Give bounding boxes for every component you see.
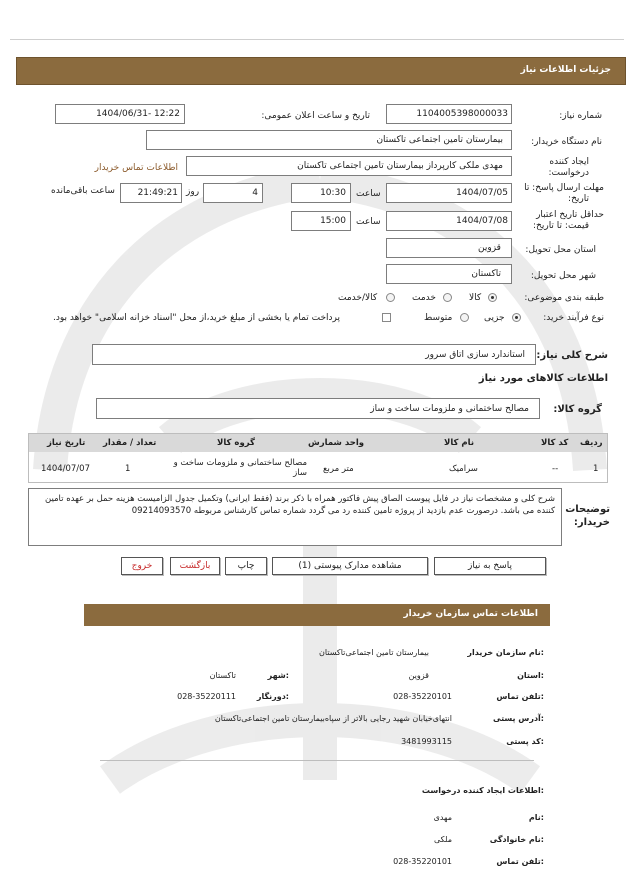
category-option-service: خدمت bbox=[412, 293, 436, 303]
process-radio-partial[interactable] bbox=[512, 313, 521, 322]
buyer-notes-label-2: خریدار: bbox=[573, 517, 610, 528]
reply-deadline-label-2: تاریخ: bbox=[568, 194, 589, 204]
page-header bbox=[16, 57, 626, 85]
validity-label-2: قیمت: تا تاریخ: bbox=[533, 221, 589, 231]
creator-last-name-label: نام خانوادگی: bbox=[489, 835, 544, 844]
province-field: قزوین bbox=[386, 238, 512, 258]
validity-date-field: 1404/07/08 bbox=[386, 211, 512, 231]
th-unit: واحد شمارش bbox=[308, 438, 365, 448]
buyer-org-field: بیمارستان تامین اجتماعی تاکستان bbox=[146, 130, 512, 150]
summary-label: شرح کلی نیاز: bbox=[536, 350, 608, 361]
th-qty: تعداد / مقدار bbox=[103, 438, 157, 448]
process-radio-medium[interactable] bbox=[460, 313, 469, 322]
contact-org: بیمارستان تامین اجتماعی‌تاکستان bbox=[319, 648, 429, 657]
top-divider bbox=[10, 39, 624, 40]
need-number-label: شماره نیاز: bbox=[559, 111, 602, 121]
goods-table bbox=[28, 433, 608, 483]
contact-postal-label: کد پستی: bbox=[506, 737, 544, 746]
process-label: نوع فرآیند خرید: bbox=[543, 313, 604, 323]
table-row: 1 bbox=[593, 464, 599, 474]
process-option-medium: متوسط bbox=[424, 313, 453, 323]
contact-city: تاکستان bbox=[209, 671, 236, 680]
page-title: جزئیات اطلاعات نیاز bbox=[520, 65, 611, 75]
category-radio-goods[interactable] bbox=[488, 293, 497, 302]
table-cell-group: مصالح ساختمانی و ملزومات ساخت و ساز bbox=[173, 458, 307, 478]
payment-note: پرداخت تمام یا بخشی از مبلغ خرید،از محل "اسناد خزانه اسلامی" خواهد بود. bbox=[53, 313, 341, 323]
remaining-field: 21:49:21 bbox=[120, 183, 182, 203]
contact-org-label: نام سازمان خریدار: bbox=[467, 648, 544, 657]
validity-label-1: حداقل تاریخ اعتبار bbox=[536, 210, 604, 220]
category-radio-service[interactable] bbox=[443, 293, 452, 302]
contact-fax-label: دورنگار: bbox=[256, 692, 289, 701]
reply-time-label: ساعت bbox=[356, 189, 381, 199]
category-option-both: کالا/خدمت bbox=[338, 293, 378, 303]
reply-button[interactable]: پاسخ به نیاز bbox=[434, 557, 546, 575]
table-cell-qty: 1 bbox=[125, 464, 131, 474]
goods-info-title: اطلاعات کالاهای مورد نیاز bbox=[478, 373, 608, 384]
days-field: 4 bbox=[203, 183, 263, 203]
table-cell-code: -- bbox=[552, 464, 559, 474]
th-name: نام کالا bbox=[444, 438, 475, 448]
category-label: طبقه بندی موضوعی: bbox=[524, 293, 604, 303]
reply-date-field: 1404/07/05 bbox=[386, 183, 512, 203]
validity-time-label: ساعت bbox=[356, 217, 381, 227]
attachments-button[interactable]: مشاهده مدارک پیوستی (1) bbox=[272, 557, 428, 575]
process-option-partial: جزیی bbox=[484, 313, 505, 323]
creator-phone-label: تلفن تماس: bbox=[496, 857, 544, 866]
creator-label-1: ایجاد کننده bbox=[549, 157, 589, 167]
contact-title: اطلاعات تماس سازمان خریدار bbox=[403, 609, 538, 619]
reply-time-field: 10:30 bbox=[291, 183, 351, 203]
creator-field: مهدی ملکی کارپرداز بیمارستان تامین اجتماعی تاکستان bbox=[186, 156, 512, 176]
goods-group-label: گروه کالا: bbox=[553, 404, 602, 415]
th-group: گروه کالا bbox=[217, 438, 255, 448]
contact-address-label: آدرس پستی: bbox=[493, 714, 544, 723]
contact-city-label: شهر: bbox=[267, 671, 289, 680]
creator-last-name: ملکی bbox=[433, 835, 452, 844]
contact-phone: 028-35220101 bbox=[393, 692, 452, 701]
th-row: ردیف bbox=[580, 438, 603, 448]
creator-info-title: اطلاعات ایجاد کننده درخواست: bbox=[421, 786, 544, 795]
announce-field: 1404/06/31- 12:22 bbox=[55, 104, 185, 124]
category-option-goods: کالا bbox=[469, 293, 482, 303]
contact-phone-label: تلفن تماس: bbox=[496, 692, 544, 701]
print-button[interactable]: چاپ bbox=[225, 557, 267, 575]
goods-group-field: مصالح ساختمانی و ملزومات ساخت و ساز bbox=[96, 398, 540, 419]
summary-field: استاندارد سازی اتاق سرور bbox=[92, 344, 536, 365]
table-cell-date: 1404/07/07 bbox=[41, 464, 90, 474]
creator-first-name: مهدی bbox=[433, 813, 452, 822]
city-label: شهر محل تحویل: bbox=[530, 271, 596, 281]
need-number-field: 1104005398000033 bbox=[386, 104, 512, 124]
creator-label-2: درخواست: bbox=[548, 168, 589, 178]
contact-header bbox=[84, 604, 550, 626]
province-label: استان محل تحویل: bbox=[525, 245, 596, 255]
th-date: تاریخ نیاز bbox=[47, 438, 86, 448]
remaining-label: ساعت باقی‌مانده bbox=[51, 186, 115, 196]
back-button[interactable]: بازگشت bbox=[170, 557, 220, 575]
contact-postal: 3481993115 bbox=[401, 737, 452, 746]
buyer-notes-field: شرح کلی و مشخصات نیاز در فایل پیوست الصاق پیش فاکتور همراه با ذکر برند (فقط ایرانی) وتکمیل جدول الزامیست هزینه حمل بر عهده تامین کننده می باشد. درصورت عدم بازدید از پروژه تامین کننده رد می گردد شماره تماس کارشناس مربوطه 09214093570 bbox=[28, 488, 562, 546]
buyer-notes-label-1: توضیحات bbox=[565, 504, 610, 515]
city-field: تاکستان bbox=[386, 264, 512, 284]
day-label: روز bbox=[186, 187, 200, 197]
validity-time-field: 15:00 bbox=[291, 211, 351, 231]
exit-button[interactable]: خروج bbox=[121, 557, 163, 575]
payment-checkbox[interactable] bbox=[382, 313, 391, 322]
creator-phone: 028-35220101 bbox=[393, 857, 452, 866]
contact-province-label: استان: bbox=[517, 671, 544, 680]
creator-first-name-label: نام: bbox=[528, 813, 544, 822]
category-radio-both[interactable] bbox=[386, 293, 395, 302]
reply-deadline-label-1: مهلت ارسال پاسخ: تا bbox=[524, 183, 604, 193]
th-code: کد کالا bbox=[541, 438, 569, 448]
contact-province: قزوین bbox=[408, 671, 429, 680]
contact-fax: 028-35220111 bbox=[177, 692, 236, 701]
announce-label: تاریخ و ساعت اعلان عمومی: bbox=[261, 111, 370, 121]
contact-address: انتهای‌خیابان شهید رجایی بالاتر از سپاه‌بیمارستان تامین اجتماعی‌تاکستان bbox=[214, 714, 452, 723]
buyer-org-label: نام دستگاه خریدار: bbox=[531, 137, 602, 147]
contact-divider bbox=[100, 760, 534, 761]
table-cell-unit: متر مربع bbox=[323, 464, 354, 474]
buyer-contact-link[interactable]: اطلاعات تماس خریدار bbox=[94, 163, 178, 173]
table-cell-name: سرامیک bbox=[449, 464, 478, 474]
